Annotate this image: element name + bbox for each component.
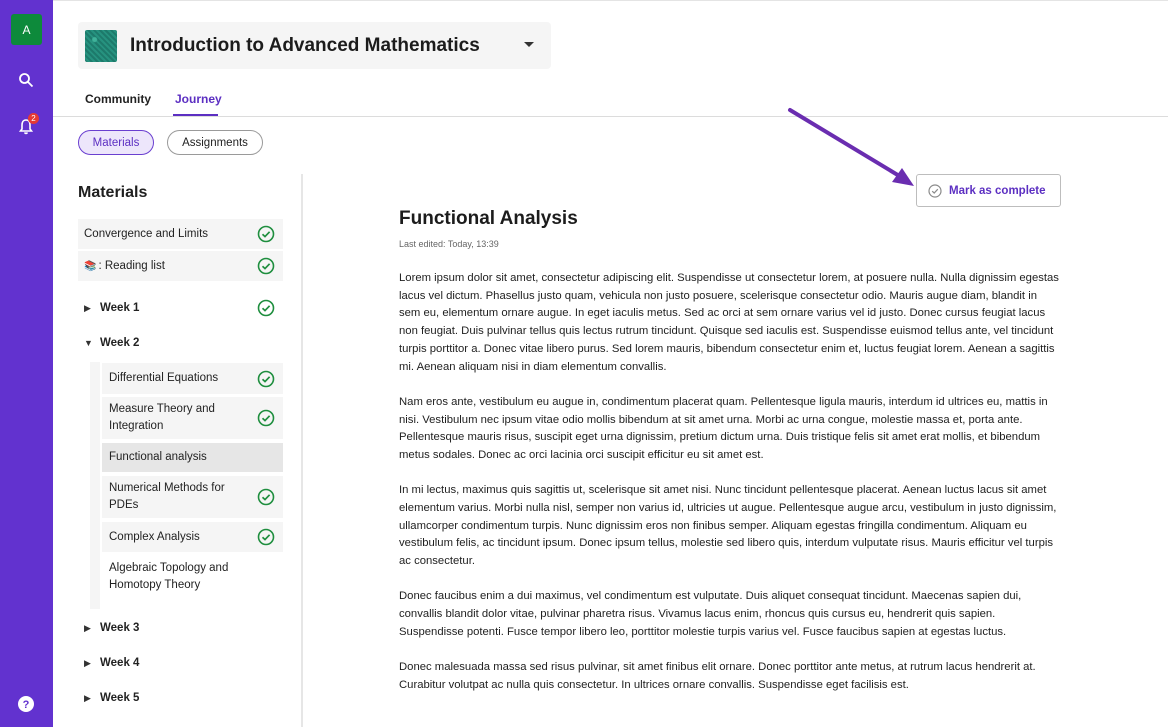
sidebar-week-5[interactable] [84, 689, 139, 707]
notification-badge: 2 [28, 113, 39, 124]
course-selector[interactable] [78, 22, 551, 69]
chevron-down-icon[interactable] [524, 42, 534, 47]
caret-down-icon: ▼ [84, 338, 93, 348]
week-label: Week 4 [100, 657, 140, 669]
content-paragraph: Donec faucibus enim a dui maximus, vel condimentum est vulputate. Duis aliquet consequat tincidunt. Maecenas sapien dui, convallis blandit dolor vitae, pulvinar pharetra risus. Vivamus lacus enim, rhoncus quis cursus eu, hendrerit quis sapien. Suspendisse potenti. Fusce tempor libero leo, porttitor molestie turpis varius vel. Fusce faucibus sapien at egestas luctus. [399, 590, 1022, 638]
sidebar-item-numerical-methods[interactable] [102, 476, 283, 518]
content-body [399, 270, 1061, 712]
tab-community[interactable]: Community [85, 92, 151, 106]
sidebar-week-1[interactable] [84, 299, 283, 317]
search-icon[interactable] [14, 68, 38, 92]
top-border [53, 0, 1168, 3]
caret-right-icon: ▶ [84, 692, 91, 703]
sidebar-item-convergence[interactable] [78, 219, 283, 249]
sidebar-item-label: Convergence and Limits [84, 227, 209, 240]
content-paragraph: Donec malesuada massa sed risus pulvinar, sit amet finibus elit ornare. Donec porttitor ante metus, at rutrum lacus hendrerit at. Curabitur volutpat ac nulla quis consectetur. In ultrices ornare convallis. Suspendisse eget facilisis est. [399, 661, 1036, 691]
mark-complete-button[interactable] [916, 174, 1061, 207]
check-circle-icon [928, 184, 942, 198]
sidebar-item-label: Algebraic Topology and Homotopy Theory [109, 562, 229, 591]
help-icon[interactable] [14, 692, 38, 716]
sidebar-divider [301, 174, 303, 727]
sidebar-item-functional-analysis[interactable] [102, 443, 283, 472]
sidebar-week-4[interactable] [84, 654, 139, 672]
sidebar-item-reading-list[interactable] [78, 251, 283, 281]
check-circle-icon [257, 225, 275, 243]
check-circle-icon [257, 370, 275, 388]
caret-right-icon: ▶ [84, 622, 91, 633]
sidebar-item-label: Numerical Methods for PDEs [109, 482, 225, 511]
week-label: Week 5 [100, 692, 140, 704]
check-circle-icon [257, 488, 275, 506]
sidebar-item-label: : Reading list [98, 259, 165, 272]
course-title: Introduction to Advanced Mathematics [130, 34, 480, 56]
sidebar-item-measure-theory[interactable] [102, 397, 283, 439]
sidebar-week-2[interactable] [84, 334, 139, 352]
sidebar-item-algebraic-topology[interactable] [102, 556, 283, 598]
sidebar-week-3[interactable] [84, 619, 139, 637]
tabs-divider [53, 116, 1168, 117]
last-edited: Last edited: Today, 13:39 [399, 239, 499, 249]
filter-materials[interactable]: Materials [78, 130, 154, 155]
content-title: Functional Analysis [399, 208, 578, 229]
check-circle-icon [257, 257, 275, 275]
check-circle-icon [257, 299, 275, 317]
course-thumbnail [85, 30, 117, 62]
week-label: Week 2 [100, 337, 140, 349]
sidebar-item-label: Functional analysis [109, 451, 207, 463]
filter-assignments[interactable]: Assignments [167, 130, 263, 155]
check-circle-icon [257, 528, 275, 546]
annotation-arrow [780, 100, 930, 200]
caret-right-icon: ▶ [84, 657, 91, 668]
sidebar-item-label: Differential Equations [109, 372, 219, 384]
sidebar-item-complex-analysis[interactable] [102, 522, 283, 552]
week-label: Week 1 [100, 302, 140, 314]
svg-text:?: ? [22, 699, 30, 711]
content-paragraph: In mi lectus, maximus quis sagittis ut, scelerisque sit amet nisi. Nunc tincidunt pellentesque placerat. Aenean luctus lacus sit amet elementum varius. Morbi nulla nisl, semper non varius id, ultricies ut augue. Pellentesque augue arcu, vestibulum in justo dignissim, ullamcorper condimentum turpis. Nunc dignissim eros non finibus semper. Aliquam egestas fringilla condimentum. Aliquam eu vestibulum felis, ac tincidunt ipsum. Donec ipsum tellus, molestie sed libero quis, interdum vulputate risus. Mauris efficitur vel turpis ac consectetur. [399, 484, 1057, 568]
week-2-indent-bar [90, 362, 100, 609]
books-icon: 📚 [84, 260, 97, 272]
mark-complete-label: Mark as complete [949, 184, 1046, 197]
left-nav-rail [0, 0, 53, 727]
content-paragraph: Nam eros ante, vestibulum eu augue in, condimentum placerat quam. Pellentesque ligula mauris, interdum id ultrices eu, mattis in nisi. Vestibulum nec ipsum vitae odio mollis bibendum at sit amet urna. Morbi ac urna congue, molestie massa et, porta ante. Pellentesque mauris risus, suscipit eget urna dignissim, pretium dictum urna. Duis tristique felis sit amet erat mollis, et bibendum metus sodales. Donec ac orci lacinia orci suscipit efficitur eu sit amet est. [399, 395, 1048, 461]
sidebar-item-label: Complex Analysis [109, 530, 200, 543]
caret-right-icon: ▶ [84, 302, 91, 313]
sidebar-item-differential-equations[interactable] [102, 363, 283, 394]
sidebar-title: Materials [78, 184, 148, 201]
avatar[interactable]: A [11, 14, 42, 45]
check-circle-icon [257, 409, 275, 427]
week-label: Week 3 [100, 622, 140, 634]
sidebar-item-label: Measure Theory and Integration [109, 403, 215, 432]
content-paragraph: Lorem ipsum dolor sit amet, consectetur adipiscing elit. Suspendisse ut consectetur lorem, at posuere nulla. Nulla dignissim egestas lacus vel dictum. Phasellus justo quam, vehicula non justo posuere, scelerisque consectetur odio. Mauris augue diam, blandit in sem eu, elementum ornare augue. In eget iaculis metus. Sed ac orci at sem ornare varius vel id justo. Donec cursus feugiat lacus non feugiat. Duis pulvinar tellus quis lectus rutrum tincidunt. Quisque sed iaculis est. Suspendisse euismod tellus ante, vel tincidunt turpis porttitor a. Donec vitae libero purus. Sed lorem mauris, bibendum consectetur enim et, luctus feugiat lorem. Aenean a sagittis mi. Aenean aliquam nisi in diam elementum convallis. [399, 272, 1059, 373]
tab-journey[interactable]: Journey [174, 90, 219, 116]
